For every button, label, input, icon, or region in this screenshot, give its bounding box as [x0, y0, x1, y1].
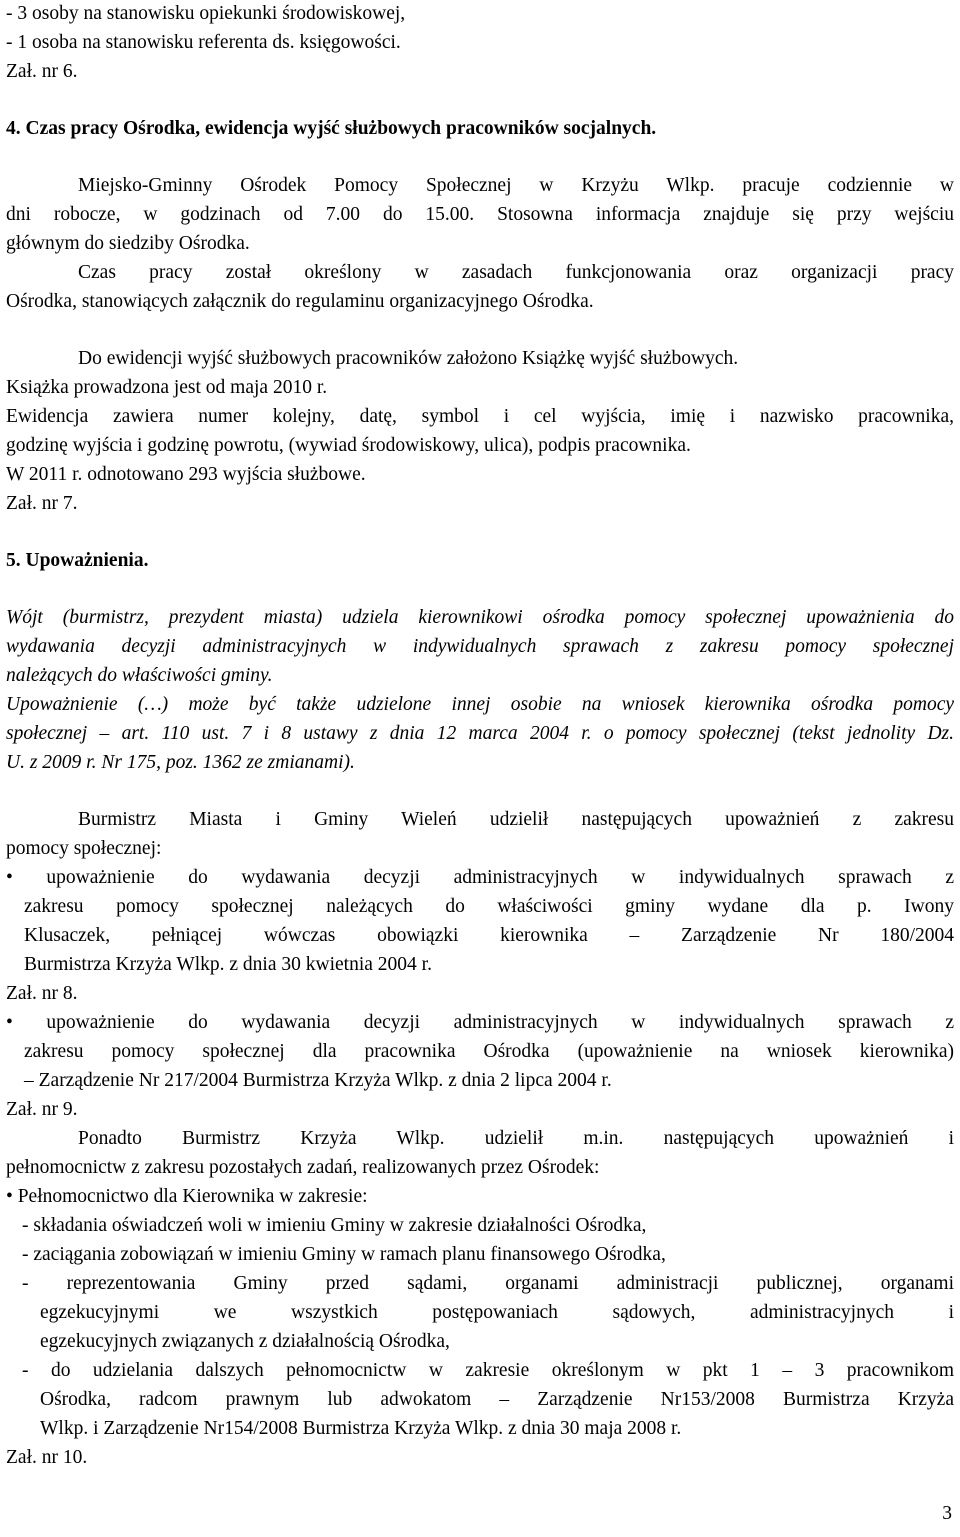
text-line: – Zarządzenie Nr 217/2004 Burmistrza Krzyża Wlkp. z dnia 2 lipca 2004 r.	[24, 1070, 612, 1091]
text-line: egzekucyjnych związanych z działalnością Ośrodka,	[40, 1331, 450, 1352]
text-line: Zał. nr 6.	[6, 61, 78, 82]
text-line: pełnomocnictw z zakresu pozostałych zadań, realizowanych przez Ośrodek:	[6, 1157, 600, 1178]
section-heading: 5. Upoważnienia.	[6, 550, 149, 571]
text-line: egzekucyjnymi we wszystkich postępowaniach sądowych, administracyjnych i	[40, 1302, 954, 1323]
text-line: - składania oświadczeń woli w imieniu Gminy w zakresie działalności Ośrodka,	[22, 1215, 647, 1236]
text-line: - 3 osoby na stanowisku opiekunki środowiskowej,	[6, 3, 406, 24]
section-heading: 4. Czas pracy Ośrodka, ewidencja wyjść służbowych pracowników socjalnych.	[6, 118, 657, 139]
text-line: Burmistrza Krzyża Wlkp. z dnia 30 kwietnia 2004 r.	[24, 954, 432, 975]
text-line: Do ewidencji wyjść służbowych pracowników założono Książkę wyjść służbowych.	[78, 348, 739, 369]
text-line: Miejsko-Gminny Ośrodek Pomocy Społecznej w Krzyżu Wlkp. pracuje codziennie w	[78, 175, 954, 196]
text-line: - reprezentowania Gminy przed sądami, organami administracji publicznej, organami	[22, 1273, 954, 1294]
text-line: Burmistrz Miasta i Gminy Wieleń udzielił następujących upoważnień z zakresu	[78, 809, 954, 830]
text-line: społecznej – art. 110 ust. 7 i 8 ustawy z dnia 12 marca 2004 r. o pomocy społecznej (tekst jednolity Dz.	[6, 723, 954, 744]
text-line: Zał. nr 10.	[6, 1447, 88, 1468]
page-number: 3	[942, 1503, 952, 1524]
text-line: Wójt (burmistrz, prezydent miasta) udziela kierownikowi ośrodka pomocy społecznej upoważnienia do	[6, 607, 954, 628]
text-line: Klusaczek, pełniącej wówczas obowiązki kierownika – Zarządzenie Nr 180/2004	[24, 925, 954, 946]
text-line: pomocy społecznej:	[6, 838, 162, 859]
text-line: Ponadto Burmistrz Krzyża Wlkp. udzielił m.in. następujących upoważnień i	[78, 1128, 954, 1149]
text-line: Upoważnienie (…) może być także udzielone innej osobie na wniosek kierownika ośrodka pomocy	[6, 694, 954, 715]
text-line: Ośrodka, radcom prawnym lub adwokatom – Zarządzenie Nr153/2008 Burmistrza Krzyża	[40, 1389, 954, 1410]
text-line: godzinę wyjścia i godzinę powrotu, (wywiad środowiskowy, ulica), podpis pracownika.	[6, 435, 691, 456]
text-line: - 1 osoba na stanowisku referenta ds. księgowości.	[6, 32, 401, 53]
text-line: - zaciągania zobowiązań w imieniu Gminy w ramach planu finansowego Ośrodka,	[22, 1244, 666, 1265]
text-line: Zał. nr 7.	[6, 493, 78, 514]
text-line: Ośrodka, stanowiących załącznik do regulaminu organizacyjnego Ośrodka.	[6, 291, 594, 312]
text-line: • upoważnienie do wydawania decyzji administracyjnych w indywidualnych sprawach z	[6, 1012, 954, 1033]
text-line: Ewidencja zawiera numer kolejny, datę, symbol i cel wyjścia, imię i nazwisko pracownika,	[6, 406, 954, 427]
text-line: Zał. nr 8.	[6, 983, 78, 1004]
text-line: - do udzielania dalszych pełnomocnictw w zakresie określonym w pkt 1 – 3 pracownikom	[22, 1360, 954, 1381]
text-line: głównym do siedziby Ośrodka.	[6, 233, 250, 254]
text-line: Wlkp. i Zarządzenie Nr154/2008 Burmistrza Krzyża Wlkp. z dnia 30 maja 2008 r.	[40, 1418, 682, 1439]
text-line: U. z 2009 r. Nr 175, poz. 1362 ze zmianami).	[6, 752, 355, 773]
text-line: Książka prowadzona jest od maja 2010 r.	[6, 377, 328, 398]
text-line: W 2011 r. odnotowano 293 wyjścia służbowe.	[6, 464, 366, 485]
text-line: należących do właściwości gminy.	[6, 665, 273, 686]
text-line: zakresu pomocy społecznej należących do właściwości gminy wydane dla p. Iwony	[24, 896, 954, 917]
text-line: zakresu pomocy społecznej dla pracownika Ośrodka (upoważnienie na wniosek kierownika)	[24, 1041, 954, 1062]
text-line: • Pełnomocnictwo dla Kierownika w zakresie:	[6, 1186, 368, 1207]
text-line: Zał. nr 9.	[6, 1099, 78, 1120]
text-line: Czas pracy został określony w zasadach funkcjonowania oraz organizacji pracy	[78, 262, 954, 283]
text-line: dni robocze, w godzinach od 7.00 do 15.00. Stosowna informacja znajduje się przy wejściu	[6, 204, 954, 225]
text-line: • upoważnienie do wydawania decyzji administracyjnych w indywidualnych sprawach z	[6, 867, 954, 888]
text-line: wydawania decyzji administracyjnych w indywidualnych sprawach z zakresu pomocy społecznej	[6, 636, 954, 657]
